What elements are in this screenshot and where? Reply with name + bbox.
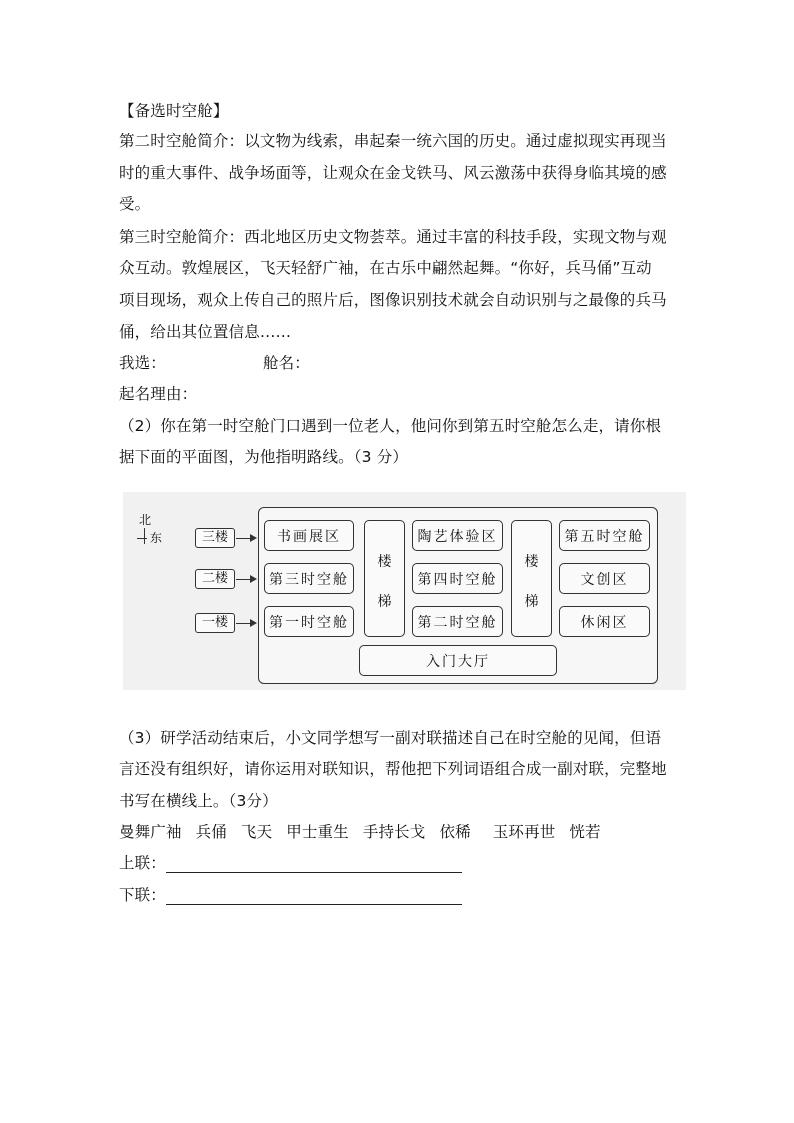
word-bank-item: 玉环再世 (492, 823, 556, 841)
upper-couplet-row (119, 853, 462, 873)
question-2-line-2: 据下面的平面图，为他指明路线。（3 分） (119, 448, 409, 466)
intro-third-cabin-line-2: 众互动。敦煌展区，飞天轻舒广袖，在古乐中翩然起舞。“你好，兵马俑”互动 (119, 259, 652, 277)
intro-third-cabin-line-1: 第三时空舱简介：西北地区历史文物荟萃。通过丰富的科技手段，实现文物与观 (119, 228, 667, 246)
stairs-left-char-2: 梯 (377, 594, 392, 610)
arrow-right-icon (250, 534, 257, 542)
intro-second-cabin-line-1: 第二时空舱简介：以文物为线索，串起秦一统六国的历史。通过虚拟现实再现当 (119, 132, 667, 150)
room-creative-shop: 文创区 (559, 563, 650, 594)
entrance-hall: 入门大厅 (359, 645, 557, 676)
intro-third-cabin-line-4: 俑，给出其位置信息…… (119, 323, 292, 341)
floor-tag-3: 三楼 (195, 528, 235, 548)
room-third-cabin: 第三时空舱 (264, 563, 354, 594)
room-fourth-cabin: 第四时空舱 (412, 563, 503, 594)
stairs-left (364, 520, 405, 637)
floor-tag-2: 二楼 (195, 569, 235, 589)
word-bank-item: 曼舞广袖 (119, 823, 182, 841)
word-bank-item: 恍若 (569, 823, 601, 841)
question-3-line-2: 言还没有组织好，请你运用对联知识，帮他把下列词语组合成一副对联，完整地 (119, 760, 667, 778)
intro-second-cabin-line-2: 时的重大事件、战争场面等，让观众在金戈铁马、风云激荡中获得身临其境的感 (119, 164, 667, 182)
intro-third-cabin-line-3: 项目现场，观众上传自己的照片后，图像识别技术就会自动识别与之最像的兵马 (119, 291, 667, 309)
question-3-line-1: （3）研学活动结束后，小文同学想写一副对联描述自己在时空舱的见闻，但语 (119, 729, 662, 747)
question-2-line-1: （2）你在第一时空舱门口遇到一位老人，他问你到第五时空舱怎么走，请你根 (119, 417, 662, 435)
arrow-line-3 (236, 538, 250, 539)
word-bank-item: 甲士重生 (286, 823, 349, 841)
choice-label: 我选： (119, 354, 166, 372)
room-first-cabin: 第一时空舱 (264, 606, 354, 637)
section-title: 【备选时空舱】 (119, 102, 229, 120)
upper-couplet-label: 上联： (119, 854, 166, 872)
compass-arrow-icon (144, 528, 145, 544)
stairs-left-char-1: 楼 (377, 554, 392, 570)
compass-east-label: 东 (150, 531, 163, 545)
lower-couplet-row (119, 885, 462, 905)
arrow-line-1 (236, 623, 250, 624)
floor-plan-diagram (123, 492, 686, 690)
stairs-right (511, 520, 552, 637)
intro-second-cabin-line-3: 受。 (119, 195, 151, 213)
room-fifth-cabin: 第五时空舱 (559, 520, 650, 551)
word-bank-item: 手持长戈 (362, 823, 426, 841)
word-bank-item: 兵俑 (195, 823, 227, 841)
reason-label: 起名理由： (119, 385, 198, 403)
word-bank-item: 飞天 (240, 823, 273, 841)
upper-couplet-blank[interactable] (166, 856, 462, 873)
room-pottery-experience: 陶艺体验区 (412, 520, 503, 551)
word-bank (119, 822, 601, 842)
stairs-right-char-2: 梯 (524, 594, 539, 610)
lower-couplet-blank[interactable] (166, 888, 462, 905)
cabin-name-label: 舱名： (263, 354, 310, 372)
room-second-cabin: 第二时空舱 (412, 606, 503, 637)
arrow-right-icon (250, 619, 257, 627)
room-calligraphy-painting: 书画展区 (264, 520, 354, 551)
stairs-right-char-1: 楼 (524, 554, 539, 570)
room-rest-area: 休闲区 (559, 606, 650, 637)
floor-tag-1: 一楼 (195, 613, 235, 633)
compass-east-line (137, 538, 147, 539)
compass-north-label: 北 (139, 513, 152, 527)
word-bank-item: 依稀 (439, 823, 471, 841)
lower-couplet-label: 下联： (119, 886, 166, 904)
question-3-line-3: 书写在横线上。（3分） (119, 792, 278, 810)
arrow-line-2 (236, 579, 250, 580)
arrow-right-icon (250, 575, 257, 583)
